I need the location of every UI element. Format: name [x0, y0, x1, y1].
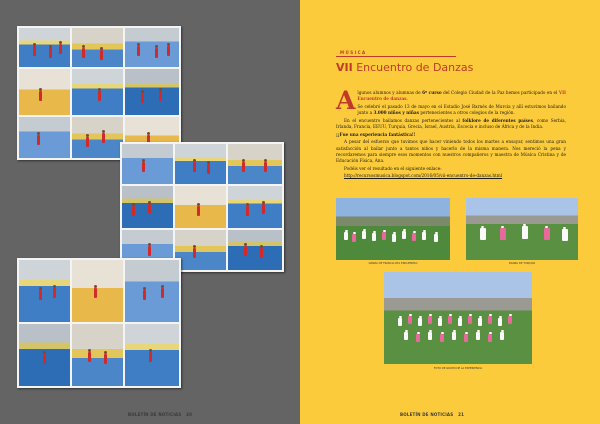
footer-label: BOLETÍN DE NOTICIAS	[128, 412, 182, 417]
collage-photo	[125, 69, 179, 115]
right-page	[300, 0, 600, 424]
collage-photo	[228, 144, 282, 184]
collage-photo	[122, 186, 173, 228]
collage-photo	[122, 144, 173, 184]
photo-caption: DANZA DE TURQUÍA	[508, 262, 536, 265]
collage-photo	[72, 324, 123, 386]
photo-group	[384, 272, 532, 364]
footer-label: BOLETÍN DE NOTICIAS	[400, 412, 454, 417]
title-numeral: VII	[336, 61, 353, 74]
page-number: 21	[458, 412, 465, 417]
right-footer	[400, 412, 464, 417]
photo-turkey-dance	[466, 198, 578, 260]
collage-photo	[19, 260, 70, 322]
article-title	[336, 61, 473, 74]
collage-photo	[175, 144, 226, 184]
collage-photo	[19, 117, 70, 158]
collage-photo	[19, 69, 70, 115]
paragraph: A pesar del esfuerzo que tuvimos que hacer viniendo todos los martes a ensayar, sentimos una gran satisfacción al bailar junto a tantos niños y hacerlo de la misma manera. Nos mereció la pena y recordaremos para siempre esos momentos con nuestros compañeros y maestra de Música Cristina y de Educación Física, Ana.	[336, 139, 566, 164]
title-text: Encuentro de Danzas	[356, 61, 474, 74]
photo-collage-middle	[120, 142, 284, 272]
article-body	[336, 86, 566, 181]
collage-photo	[125, 28, 179, 67]
drop-cap: A	[336, 86, 356, 115]
collage-photo	[228, 186, 282, 228]
photo-caption: FOTO DE GRUPO DE LA EXPERIENCIA	[433, 367, 483, 370]
video-link[interactable]: http://recursosmusica.blogspot.com/2016/05/vii-encuentro-de-danzas.html	[344, 173, 503, 179]
photo-collage-bottom	[17, 258, 181, 388]
section-label: MÚSICA	[340, 50, 367, 55]
paragraph: En el encuentro bailamos danzas pertenecientes al folklore de diferentes países, como Serbia, Irlanda, Francia, EEUU, Turquía, Grecia, Israel, Austria, Escocia e incluso de África y de la India.	[336, 117, 566, 130]
photo-france-dance	[336, 198, 450, 260]
section-divider	[336, 56, 456, 57]
collage-photo	[19, 28, 70, 67]
collage-photo	[228, 230, 282, 270]
collage-photo	[19, 324, 70, 386]
photo-caption: DANZA DE FRANCIA DEL ENCUENTRO	[368, 262, 418, 265]
collage-photo	[72, 69, 123, 115]
paragraph: Se celebró el pasado 13 de mayo en el Estadio José Barnés de Murcia y allí estuvimos bailando junto a 3.000 niños y niñas pertenecientes a otros colegios de la región.	[357, 103, 566, 116]
page-number: 20	[186, 412, 193, 417]
collage-photo	[72, 260, 123, 322]
paragraph: Podéis ver el resultado en el siguiente enlace:	[344, 165, 442, 171]
collage-photo	[125, 324, 179, 386]
collage-photo	[175, 186, 226, 228]
left-footer	[128, 412, 192, 417]
photo-collage-top	[17, 26, 181, 160]
collage-photo	[125, 260, 179, 322]
collage-photo	[72, 28, 123, 67]
paragraph: A lgunos alumnos y alumnas de 6º curso del Colegio Ciudad de la Paz hemos participado en el VII Encuentro de danzas.	[336, 86, 566, 115]
collage-photo	[175, 230, 226, 270]
paragraph-highlight: ¡¡Fue una experiencia fantástica!!	[336, 131, 416, 137]
collage-photo	[72, 117, 123, 158]
